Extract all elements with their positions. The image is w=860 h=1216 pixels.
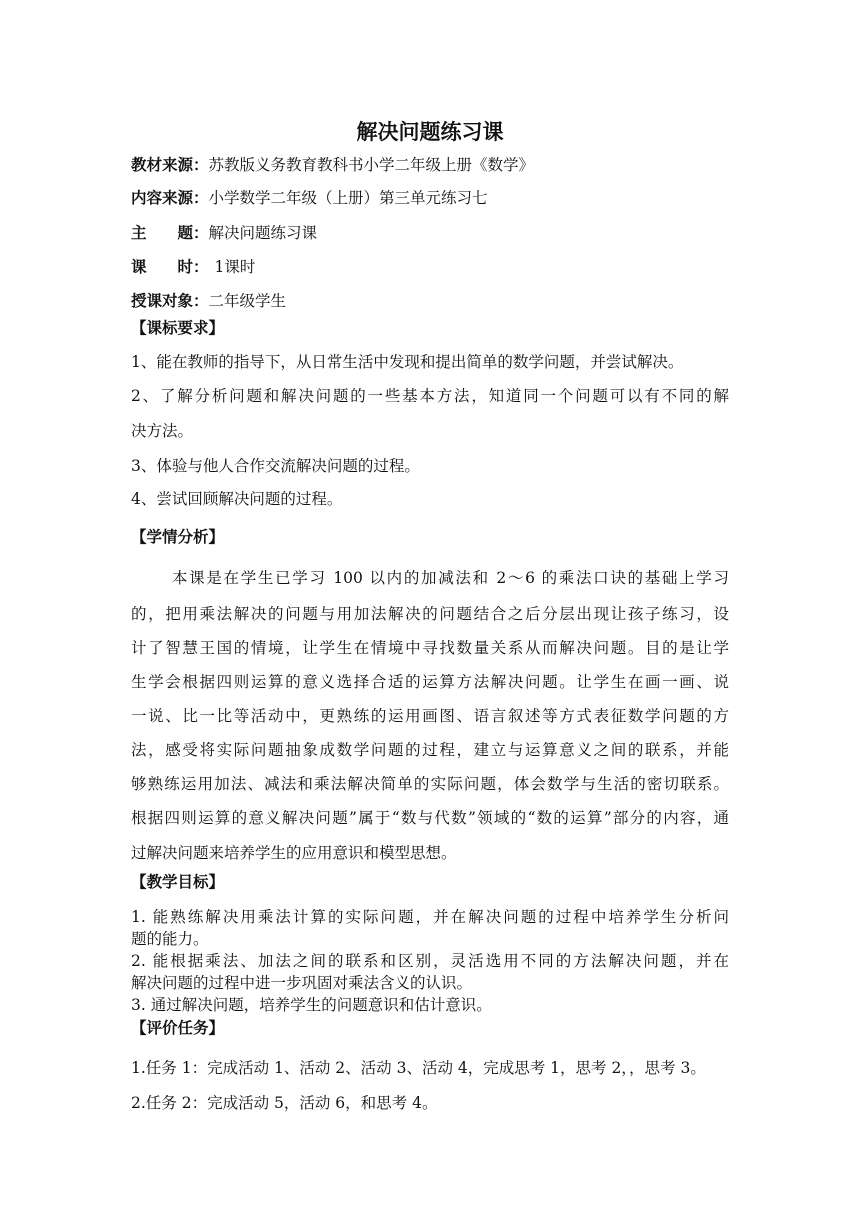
paragraph-line: 2.任务 2：完成活动 5，活动 6，和思考 4。 <box>131 1094 438 1112</box>
paragraph-line: 本课是在学生已学习 100 以内的加减法和 2～6 的乘法口诀的基础上学习 <box>172 569 729 587</box>
meta-row-content <box>131 187 488 209</box>
paragraph-line: 1.任务 1：完成活动 1、活动 2、活动 3、活动 4，完成思考 1，思考 2，，思考 3。 <box>131 1059 706 1077</box>
meta-label: 授课对象： <box>131 292 209 310</box>
paragraph-line: 1、能在教师的指导下，从日常生活中发现和提出简单的数学问题，并尝试解决。 <box>131 353 684 371</box>
meta-row-topic <box>131 222 317 244</box>
meta-row-audience <box>131 290 286 312</box>
meta-label: 主 题： <box>131 224 209 242</box>
section-heading-tasks: 【评价任务】 <box>131 1019 225 1037</box>
paragraph-line: 够熟练运用加法、减法和乘法解决简单的实际问题，体会数学与生活的密切联系。 <box>131 775 729 793</box>
paragraph-line: 生学会根据四则运算的意义选择合适的运算方法解决问题。让学生在画一画、说 <box>131 673 729 691</box>
meta-value: 小学数学二年级（上册）第三单元练习七 <box>208 189 488 207</box>
paragraph-line: 计了智慧王国的情境，让学生在情境中寻找数量关系从而解决问题。目的是让学 <box>131 639 729 657</box>
meta-value: 二年级学生 <box>208 292 287 310</box>
meta-label: 内容来源： <box>131 189 209 207</box>
meta-label: 课 时： <box>131 258 209 276</box>
meta-value: 解决问题练习课 <box>208 224 318 242</box>
meta-value: 1课时 <box>214 258 256 276</box>
paragraph-line: 一说、比一比等活动中，更熟练的运用画图、语言叙述等方式表征数学问题的方 <box>131 707 729 725</box>
paragraph-line: 2、了解分析问题和解决问题的一些基本方法，知道同一个问题可以有不同的解 <box>131 387 729 405</box>
paragraph-line: 的，把用乘法解决的问题与用加法解决的问题结合之后分层出现让孩子练习，设 <box>131 605 729 623</box>
document-title: 解决问题练习课 <box>356 120 504 144</box>
paragraph-line: 解决问题的过程中进一步巩固对乘法含义的认识。 <box>131 974 473 992</box>
paragraph-line: 法，感受将实际问题抽象成数学问题的过程，建立与运算意义之间的联系，并能 <box>131 741 729 759</box>
paragraph-line: 4、尝试回顾解决问题的过程。 <box>131 490 343 508</box>
meta-row-hours <box>131 256 255 278</box>
meta-row-source <box>131 154 534 176</box>
paragraph-line: 2. 能根据乘法、加法之间的联系和区别，灵活选用不同的方法解决问题，并在 <box>131 952 729 970</box>
paragraph-line: 题的能力。 <box>131 930 209 948</box>
section-heading-standards: 【课标要求】 <box>131 319 225 337</box>
section-heading-objectives: 【教学目标】 <box>131 873 225 891</box>
paragraph-line: 1. 能熟练解决用乘法计算的实际问题，并在解决问题的过程中培养学生分析问 <box>131 908 729 926</box>
paragraph-line: 3、体验与他人合作交流解决问题的过程。 <box>131 457 420 475</box>
meta-label: 教材来源： <box>131 156 209 174</box>
paragraph-line: 过解决问题来培养学生的应用意识和模型思想。 <box>131 844 457 862</box>
paragraph-line: 决方法。 <box>131 422 194 440</box>
paragraph-line: 根据四则运算的意义解决问题”属于“数与代数”领域的“数的运算”部分的内容，通 <box>131 809 729 827</box>
paragraph-line: 3. 通过解决问题，培养学生的问题意识和估计意识。 <box>131 996 492 1014</box>
section-heading-analysis: 【学情分析】 <box>131 528 225 546</box>
meta-value: 苏教版义务教育教科书小学二年级上册《数学》 <box>208 156 535 174</box>
